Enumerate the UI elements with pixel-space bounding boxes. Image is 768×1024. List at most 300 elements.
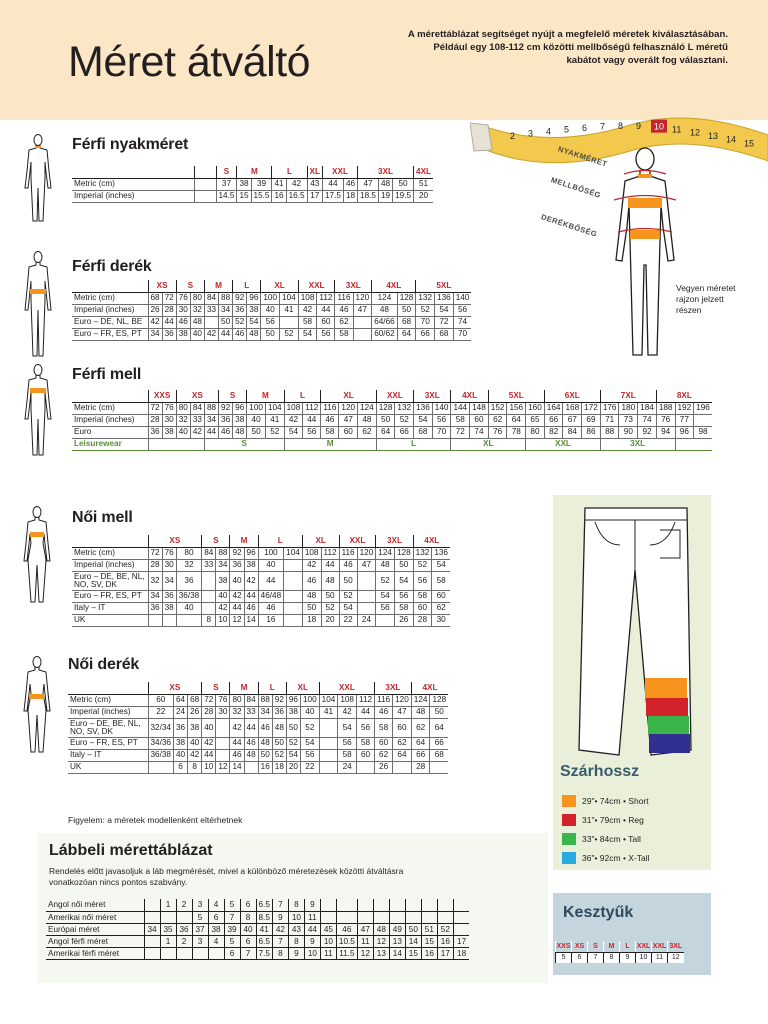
table-cell: 46 <box>233 328 247 340</box>
table-cell: 72 <box>148 402 162 414</box>
table-cell: 58 <box>335 328 353 340</box>
table-cell: 39 <box>251 178 272 190</box>
table-cell: 28 <box>148 559 162 571</box>
table-cell <box>320 899 336 911</box>
table-cell: 92 <box>230 547 244 559</box>
table-cell: 54 <box>284 426 303 438</box>
table-cell: 92 <box>233 292 247 304</box>
size-label: M <box>247 390 284 402</box>
table-cell: 44 <box>230 602 244 614</box>
tape-number: 3 <box>528 128 534 139</box>
table-row <box>72 190 433 202</box>
table-cell: 76 <box>216 694 230 706</box>
table-row <box>72 426 712 438</box>
table-cell: 140 <box>432 402 451 414</box>
table-cell: 33 <box>202 559 216 571</box>
legend-swatch <box>562 833 576 845</box>
tape-number: 13 <box>708 130 719 141</box>
legend-label: 31"• 79cm • Reg <box>582 815 644 825</box>
leisure-size: 3XL <box>600 438 675 450</box>
table-cell <box>320 911 336 923</box>
table-cell: 26 <box>394 614 413 626</box>
glove-size: XS <box>572 941 588 952</box>
table-cell: 72 <box>202 694 216 706</box>
size-label: XXL <box>298 280 335 292</box>
table-cell: 56 <box>261 316 280 328</box>
table-cell: 52 <box>321 602 339 614</box>
table-cell: 84 <box>563 426 582 438</box>
table-cell: 38 <box>233 414 247 426</box>
table-cell: 3 <box>192 899 208 911</box>
table-cell: 14.5 <box>216 190 237 202</box>
table-cell: 36 <box>233 304 247 316</box>
table-cell <box>453 899 469 911</box>
table-cell: 20 <box>286 761 300 773</box>
size-label: XXL <box>339 535 376 547</box>
table-cell <box>280 316 299 328</box>
table-cell: 8 <box>188 761 202 773</box>
table-cell: 41 <box>319 706 338 718</box>
table-cell: 44 <box>244 718 258 737</box>
table-cell: 54 <box>247 316 261 328</box>
table-cell: 6.5 <box>256 935 272 947</box>
table-cell: 72 <box>148 547 162 559</box>
table-cell <box>144 911 160 923</box>
table-cell: 132 <box>395 402 414 414</box>
table-row <box>72 304 471 316</box>
row-label: Euro – FR, ES, PT <box>68 737 148 749</box>
table-cell: 38 <box>247 304 261 316</box>
table-cell: 96 <box>247 292 261 304</box>
table-cell: 12 <box>373 935 389 947</box>
table-cell <box>160 911 176 923</box>
table-cell: 26 <box>375 761 393 773</box>
tape-number: 11 <box>672 124 682 135</box>
table-cell: 38 <box>176 328 190 340</box>
table-cell: 36 <box>176 571 202 590</box>
table-cell: 80 <box>230 694 244 706</box>
table-cell: 34/36 <box>148 737 174 749</box>
table-cell: 7 <box>240 947 256 959</box>
table-cell <box>144 899 160 911</box>
table-cell: 28 <box>202 706 216 718</box>
table-cell: 52 <box>376 571 395 590</box>
table-cell: 13 <box>389 935 405 947</box>
table-cell: 68 <box>148 292 162 304</box>
inseam-legend-item <box>562 814 644 826</box>
table-cell: 3 <box>192 935 208 947</box>
table-cell: 62 <box>375 749 393 761</box>
table-cell: 60 <box>317 316 335 328</box>
table-cell: 5 <box>224 899 240 911</box>
table-cell: 47 <box>393 706 412 718</box>
table-cell: 58 <box>298 316 317 328</box>
table-cell: 8 <box>202 614 216 626</box>
inseam-title: Szárhossz <box>560 763 640 780</box>
table-cell: 7 <box>272 935 288 947</box>
table-row <box>72 292 471 304</box>
size-label: 5XL <box>416 280 472 292</box>
table-cell: 56 <box>338 737 357 749</box>
table-cell: 128 <box>430 694 448 706</box>
chest-label: MELLBŐSÉG <box>549 175 603 200</box>
table-cell: 42 <box>148 316 162 328</box>
legend-label: 33"• 84cm • Tall <box>582 834 641 844</box>
table-cell: 34 <box>148 328 162 340</box>
table-cell <box>144 947 160 959</box>
table-cell: 112 <box>303 402 321 414</box>
table-cell <box>389 899 405 911</box>
size-label: L <box>258 682 286 694</box>
table-cell: 32 <box>176 559 202 571</box>
table-cell: 46 <box>339 559 357 571</box>
table-cell: 52 <box>339 590 357 602</box>
table-cell: 46 <box>244 602 258 614</box>
table-row <box>72 559 450 571</box>
row-label: Angol férfi méret <box>46 935 144 947</box>
table-cell: 73 <box>619 414 638 426</box>
table-cell: 13 <box>373 947 389 959</box>
shoe-title: Lábbeli mérettáblázat <box>49 842 213 859</box>
table-cell: 180 <box>619 402 638 414</box>
table-cell: 56 <box>432 414 451 426</box>
table-cell: 10.5 <box>336 935 357 947</box>
size-label: XS <box>148 682 202 694</box>
table-cell: 10 <box>216 614 230 626</box>
table-cell: 10 <box>304 947 320 959</box>
table-cell: 6.5 <box>256 899 272 911</box>
size-label: 8XL <box>656 390 712 402</box>
table-cell <box>421 899 437 911</box>
table-cell <box>357 899 373 911</box>
table-cell: 20 <box>321 614 339 626</box>
size-label: XS <box>148 280 176 292</box>
man-figure-chest-icon <box>18 363 58 458</box>
table-cell: 11 <box>357 935 373 947</box>
table-cell: 41 <box>272 178 286 190</box>
table-cell <box>336 899 357 911</box>
table-cell: 80 <box>526 426 545 438</box>
row-label: Leisurewear <box>72 438 148 450</box>
row-label: Euro – DE, BE, NL, NO, SV, DK <box>68 718 148 737</box>
table-cell: 94 <box>656 426 675 438</box>
men-chest-title: Férfi mell <box>72 366 142 383</box>
size-label: 4XL <box>451 390 488 402</box>
table-cell: 44 <box>204 426 218 438</box>
size-label: XXL <box>319 682 374 694</box>
table-cell: 84 <box>244 694 258 706</box>
table-cell: 77 <box>675 414 694 426</box>
table-cell: 48 <box>372 304 398 316</box>
row-label: Euro – DE, NL, BE <box>72 316 148 328</box>
table-cell: 68 <box>414 426 433 438</box>
table-cell: 50 <box>339 571 357 590</box>
size-note: Figyelem: a méretek modellenként eltérhetnek <box>68 815 243 825</box>
table-cell: 38 <box>216 571 230 590</box>
table-row <box>72 571 450 590</box>
size-label: M <box>230 682 258 694</box>
table-cell: 22 <box>300 761 319 773</box>
table-cell: 51 <box>414 178 434 190</box>
row-label: Italy – IT <box>68 749 148 761</box>
table-cell <box>148 614 162 626</box>
table-cell: 86 <box>582 426 601 438</box>
table-cell: 40 <box>174 749 188 761</box>
table-cell: 17 <box>307 190 322 202</box>
size-label: L <box>272 166 307 178</box>
size-label: 5XL <box>488 390 544 402</box>
table-cell: 48 <box>258 737 272 749</box>
table-cell: 50 <box>286 718 300 737</box>
table-cell <box>319 737 338 749</box>
table-cell: 36 <box>162 590 176 602</box>
table-cell: 88 <box>219 292 233 304</box>
table-cell: 7 <box>224 911 240 923</box>
table-row <box>68 706 448 718</box>
table-cell <box>319 718 338 737</box>
table-cell <box>284 571 303 590</box>
table-cell: 132 <box>413 547 432 559</box>
table-cell: 36 <box>162 328 176 340</box>
table-cell: 9 <box>272 911 288 923</box>
glove-size: 3XL <box>668 941 684 952</box>
row-label: Euro – DE, BE, NL, NO, SV, DK <box>72 571 148 590</box>
women-chest-size-table <box>72 535 450 627</box>
table-cell: 44 <box>323 178 344 190</box>
men-waist-size-table <box>72 280 471 341</box>
tape-number: 6 <box>582 122 588 133</box>
table-cell: 56 <box>453 304 471 316</box>
row-label: Angol női méret <box>46 899 144 911</box>
table-cell <box>144 935 160 947</box>
table-cell: 50 <box>321 590 339 602</box>
table-cell <box>357 911 373 923</box>
table-cell: 50 <box>376 414 395 426</box>
table-cell: 188 <box>656 402 675 414</box>
table-cell: 112 <box>321 547 339 559</box>
row-label: Imperial (inches) <box>72 559 148 571</box>
table-cell: 176 <box>600 402 619 414</box>
row-label: Imperial (inches) <box>72 190 194 202</box>
table-cell: 65 <box>526 414 545 426</box>
table-cell: 26 <box>188 706 202 718</box>
leisure-size: M <box>284 438 376 450</box>
inseam-legend-item <box>562 833 641 845</box>
table-cell: 78 <box>507 426 526 438</box>
table-cell: 6 <box>208 911 224 923</box>
table-cell: 15 <box>421 935 437 947</box>
glove-size: XXS <box>556 941 572 952</box>
row-label: UK <box>72 614 148 626</box>
table-cell: 196 <box>694 402 712 414</box>
table-cell: 41 <box>256 923 272 935</box>
table-cell: 5 <box>192 911 208 923</box>
table-cell: 56 <box>303 426 321 438</box>
table-cell: 67 <box>563 414 582 426</box>
table-cell: 74 <box>453 316 471 328</box>
table-cell: 40 <box>240 923 256 935</box>
table-cell: 46/48 <box>258 590 284 602</box>
table-cell: 17 <box>453 935 469 947</box>
table-cell: 36 <box>174 718 188 737</box>
shoe-row <box>46 935 469 947</box>
table-cell <box>284 590 303 602</box>
size-label: 4XL <box>414 166 434 178</box>
row-label: Európai méret <box>46 923 144 935</box>
table-cell: 15 <box>237 190 251 202</box>
table-cell: 66 <box>416 328 435 340</box>
table-cell: 2 <box>176 899 192 911</box>
table-cell: 96 <box>233 402 247 414</box>
table-cell: 76 <box>488 426 507 438</box>
row-label: Italy – IT <box>72 602 148 614</box>
table-cell: 42 <box>272 923 288 935</box>
table-cell: 152 <box>488 402 507 414</box>
table-cell: 76 <box>162 402 176 414</box>
table-cell: 96 <box>675 426 694 438</box>
table-cell <box>162 614 176 626</box>
table-cell: 43 <box>307 178 322 190</box>
woman-figure-waist-icon <box>16 655 58 755</box>
table-cell: 172 <box>582 402 601 414</box>
table-cell: 48 <box>321 571 339 590</box>
table-cell: 9 <box>288 947 304 959</box>
table-cell: 34 <box>204 414 218 426</box>
table-cell: 104 <box>319 694 338 706</box>
table-cell: 42 <box>188 749 202 761</box>
table-cell: 18 <box>302 614 321 626</box>
table-cell: 37 <box>192 923 208 935</box>
table-cell: 7.5 <box>256 947 272 959</box>
size-label: 3XL <box>358 166 414 178</box>
table-cell <box>216 718 230 737</box>
table-cell: 64/66 <box>372 316 398 328</box>
row-label: Imperial (inches) <box>72 414 148 426</box>
table-cell: 62 <box>488 414 507 426</box>
table-cell: 48 <box>302 590 321 602</box>
leisurewear-row <box>72 438 712 450</box>
glove-value: 9 <box>620 952 636 963</box>
table-cell <box>373 899 389 911</box>
table-cell: 30 <box>162 559 176 571</box>
shoe-size-table <box>46 899 469 960</box>
table-cell: 52 <box>413 559 432 571</box>
table-cell: 6 <box>240 935 256 947</box>
table-cell: 128 <box>394 547 413 559</box>
table-cell: 40 <box>202 718 216 737</box>
tape-number: 9 <box>636 121 642 132</box>
table-cell: 34 <box>144 923 160 935</box>
leisure-size: XXL <box>526 438 601 450</box>
table-cell: 56 <box>376 602 395 614</box>
table-cell: 64 <box>430 718 448 737</box>
table-cell: 92 <box>638 426 657 438</box>
table-cell: 148 <box>470 402 489 414</box>
table-row <box>72 590 450 602</box>
table-cell: 39 <box>224 923 240 935</box>
table-cell: 116 <box>321 402 339 414</box>
table-cell: 66 <box>544 414 563 426</box>
table-cell: 50 <box>272 737 286 749</box>
table-cell: 30 <box>176 304 190 316</box>
table-cell: 96 <box>244 547 258 559</box>
table-cell: 68 <box>430 749 448 761</box>
table-cell <box>405 899 421 911</box>
table-cell: 58 <box>338 749 357 761</box>
table-cell <box>208 947 224 959</box>
table-cell: 47 <box>358 178 379 190</box>
table-cell <box>357 761 375 773</box>
table-cell: 120 <box>357 547 376 559</box>
row-label: Metric (cm) <box>68 694 148 706</box>
body-measure-figure <box>600 145 690 360</box>
glove-value: 7 <box>588 952 604 963</box>
size-label: 4XL <box>411 682 448 694</box>
men-waist-title: Férfi derék <box>72 258 152 275</box>
table-cell <box>357 590 376 602</box>
table-cell <box>176 911 192 923</box>
table-cell <box>437 899 453 911</box>
table-cell: 44 <box>357 706 375 718</box>
legend-label: 29"• 74cm • Short <box>582 796 649 806</box>
table-cell: 34 <box>258 706 272 718</box>
size-label: XS <box>148 535 202 547</box>
table-cell: 58 <box>413 590 432 602</box>
table-cell: 17.5 <box>323 190 344 202</box>
table-cell: 52 <box>416 304 435 316</box>
table-cell: 47 <box>357 923 373 935</box>
table-cell: 18 <box>453 947 469 959</box>
table-cell: 54 <box>339 602 357 614</box>
table-cell: 44 <box>303 414 321 426</box>
table-cell: 100 <box>261 292 280 304</box>
table-cell: 104 <box>284 547 303 559</box>
table-row <box>72 614 450 626</box>
table-cell: 98 <box>694 426 712 438</box>
table-cell: 32 <box>148 571 162 590</box>
table-cell: 64 <box>376 426 395 438</box>
tape-number: 10 <box>654 121 665 132</box>
table-cell: 46 <box>176 316 190 328</box>
table-cell <box>393 761 412 773</box>
table-cell: 64 <box>174 694 188 706</box>
size-label: L <box>258 535 302 547</box>
table-cell: 8 <box>272 947 288 959</box>
gloves-title: Kesztyűk <box>563 904 634 921</box>
glove-value: 10 <box>636 952 652 963</box>
table-cell: 46 <box>335 304 353 316</box>
table-cell: 48 <box>233 426 247 438</box>
table-cell: 14 <box>405 935 421 947</box>
table-cell: 160 <box>526 402 545 414</box>
size-label: XL <box>321 390 376 402</box>
table-cell: 120 <box>339 402 358 414</box>
table-cell: 4 <box>208 935 224 947</box>
table-cell: 16 <box>258 761 272 773</box>
table-cell: 60 <box>432 590 450 602</box>
table-cell <box>284 559 303 571</box>
table-cell: 24 <box>338 761 357 773</box>
table-cell: 64 <box>393 749 412 761</box>
size-label: 3XL <box>376 535 413 547</box>
table-cell: 50 <box>261 328 280 340</box>
table-cell: 62 <box>432 602 450 614</box>
shoe-row <box>46 911 469 923</box>
size-label: S <box>202 535 230 547</box>
table-cell: 168 <box>563 402 582 414</box>
table-cell <box>421 911 437 923</box>
table-cell: 56 <box>357 718 375 737</box>
